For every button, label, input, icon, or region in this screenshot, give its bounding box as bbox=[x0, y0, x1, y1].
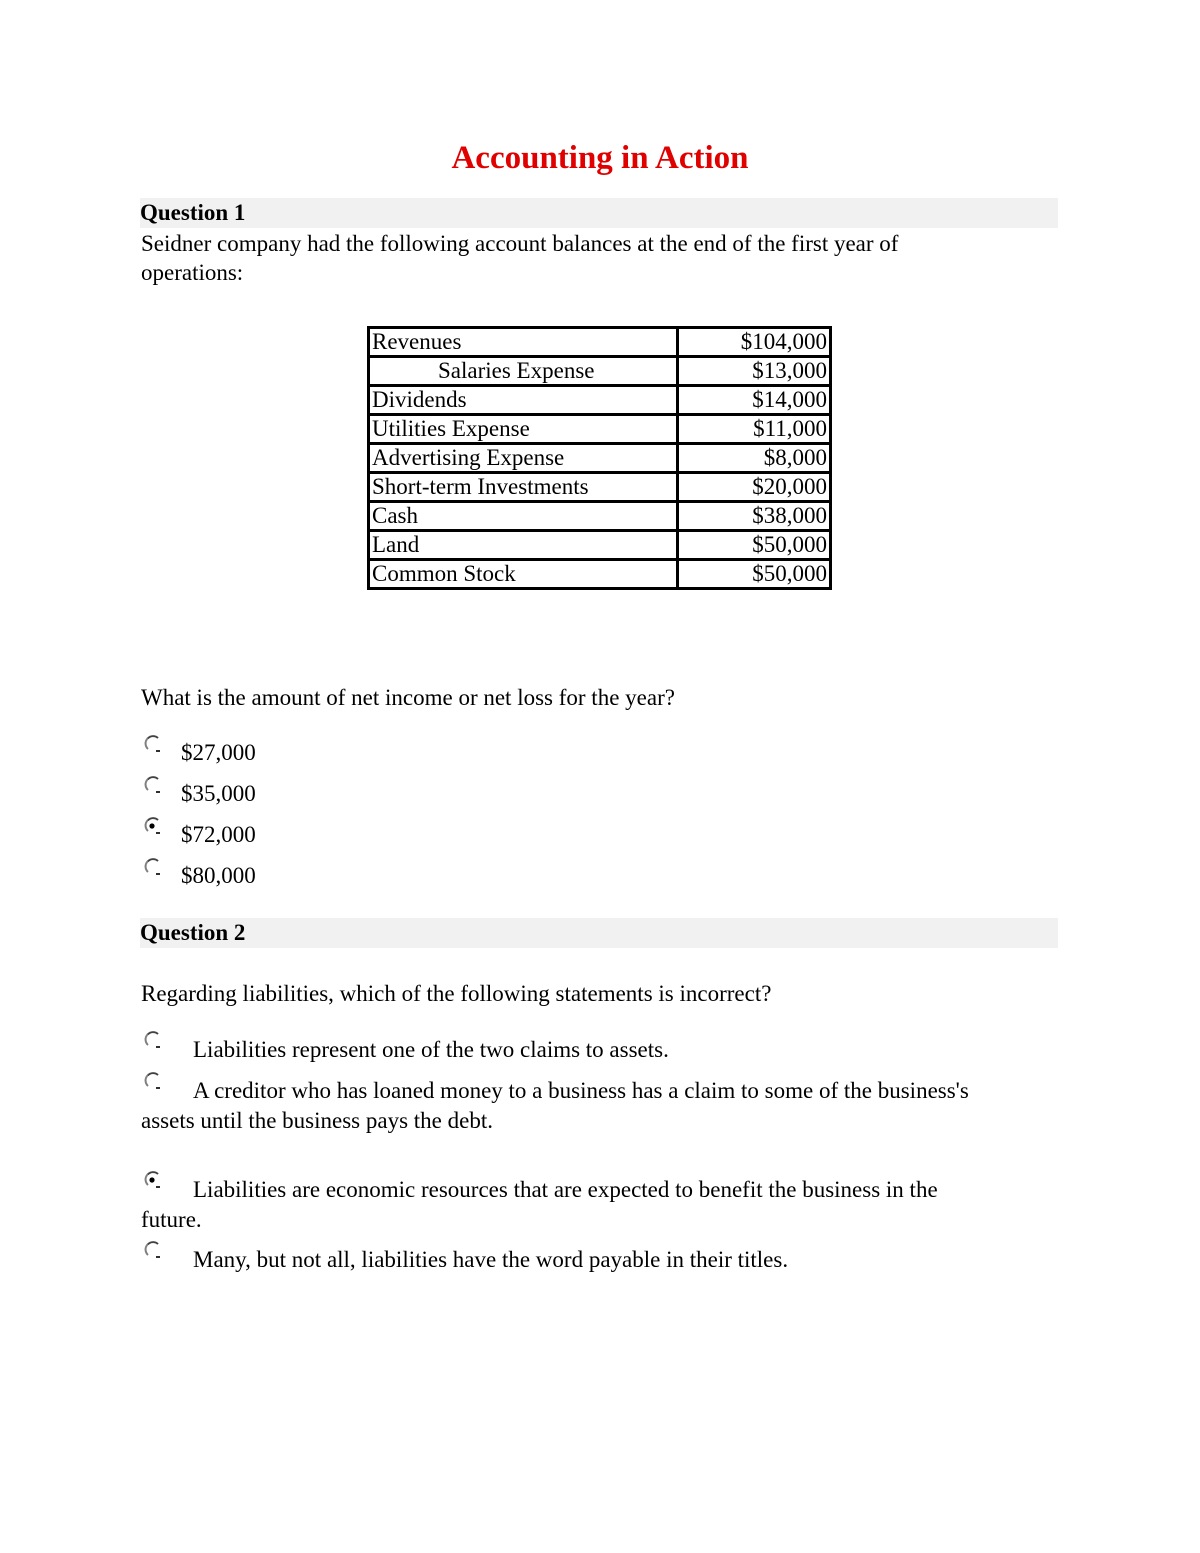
q1-option-1-radio[interactable] bbox=[143, 734, 165, 756]
radio-button-icon bbox=[143, 1170, 165, 1192]
q1-option-3-radio[interactable] bbox=[143, 816, 165, 838]
q2-option-3-label: Liabilities are economic resources that are expected to benefit the business in the bbox=[193, 1177, 938, 1202]
question-1-intro-line2: operations: bbox=[141, 260, 244, 285]
table-row bbox=[369, 502, 831, 531]
radio-button-icon bbox=[143, 857, 165, 879]
radio-button-icon bbox=[143, 816, 165, 838]
q1-option-3-label: $72,000 bbox=[181, 822, 256, 847]
account-amount: $14,000 bbox=[678, 386, 831, 415]
account-name: Utilities Expense bbox=[369, 415, 678, 444]
account-name: Cash bbox=[369, 502, 678, 531]
account-name: Revenues bbox=[369, 328, 678, 357]
q1-option-2-radio[interactable] bbox=[143, 775, 165, 797]
radio-button-icon bbox=[143, 1240, 165, 1262]
q2-option-4-radio[interactable] bbox=[143, 1240, 165, 1262]
table-row bbox=[369, 357, 831, 386]
table-row bbox=[369, 560, 831, 589]
account-amount: $104,000 bbox=[678, 328, 831, 357]
question-2-header: Question 2 bbox=[140, 918, 1058, 948]
radio-button-icon bbox=[143, 1030, 165, 1052]
q1-option-4-label: $80,000 bbox=[181, 863, 256, 888]
account-amount: $50,000 bbox=[678, 531, 831, 560]
table-row bbox=[369, 328, 831, 357]
question-1-prompt: What is the amount of net income or net loss for the year? bbox=[141, 685, 675, 710]
table-row bbox=[369, 473, 831, 502]
q2-option-2-label: A creditor who has loaned money to a business has a claim to some of the business's bbox=[193, 1078, 969, 1103]
radio-button-icon bbox=[143, 775, 165, 797]
q1-option-4-radio[interactable] bbox=[143, 857, 165, 879]
question-2-prompt: Regarding liabilities, which of the following statements is incorrect? bbox=[141, 981, 772, 1006]
account-name: Common Stock bbox=[369, 560, 678, 589]
table-row bbox=[369, 415, 831, 444]
account-amount: $50,000 bbox=[678, 560, 831, 589]
q2-option-4-label: Many, but not all, liabilities have the word payable in their titles. bbox=[193, 1247, 789, 1272]
account-amount: $11,000 bbox=[678, 415, 831, 444]
question-1-header: Question 1 bbox=[140, 198, 1058, 228]
account-balances-table bbox=[367, 326, 832, 590]
radio-button-icon bbox=[143, 1071, 165, 1093]
account-name: Dividends bbox=[369, 386, 678, 415]
table-row bbox=[369, 531, 831, 560]
q2-option-2-radio[interactable] bbox=[143, 1071, 165, 1093]
account-name: Advertising Expense bbox=[369, 444, 678, 473]
table-row bbox=[369, 444, 831, 473]
q2-option-1-radio[interactable] bbox=[143, 1030, 165, 1052]
account-amount: $8,000 bbox=[678, 444, 831, 473]
account-amount: $13,000 bbox=[678, 357, 831, 386]
q2-option-1-label: Liabilities represent one of the two claims to assets. bbox=[193, 1037, 669, 1062]
account-name: Short-term Investments bbox=[369, 473, 678, 502]
page-title: Accounting in Action bbox=[451, 140, 749, 176]
q1-option-1-label: $27,000 bbox=[181, 740, 256, 765]
q1-option-2-label: $35,000 bbox=[181, 781, 256, 806]
account-name: Land bbox=[369, 531, 678, 560]
q2-option-2-label-continued: assets until the business pays the debt. bbox=[141, 1108, 493, 1133]
account-amount: $20,000 bbox=[678, 473, 831, 502]
account-amount: $38,000 bbox=[678, 502, 831, 531]
question-1-intro-line1: Seidner company had the following account balances at the end of the first year of bbox=[141, 231, 899, 256]
radio-button-icon bbox=[143, 734, 165, 756]
q2-option-3-radio[interactable] bbox=[143, 1170, 165, 1192]
table-row bbox=[369, 386, 831, 415]
account-name: Salaries Expense bbox=[369, 357, 678, 386]
q2-option-3-label-continued: future. bbox=[141, 1207, 202, 1232]
